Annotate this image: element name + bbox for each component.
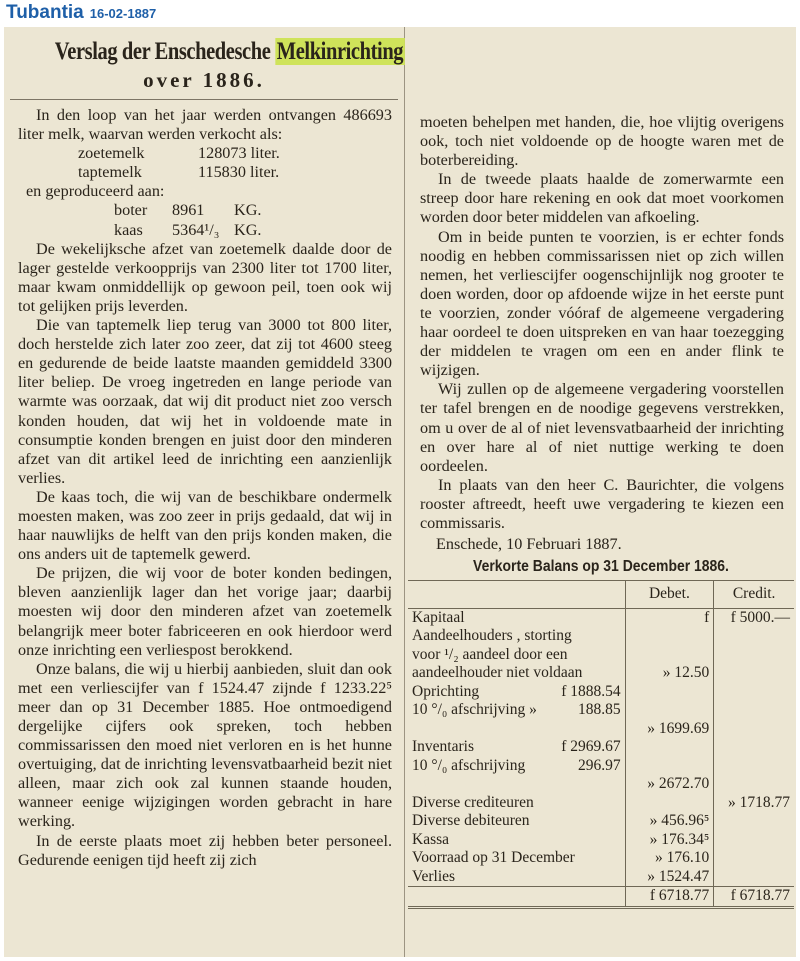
paragraph: Onze balans, die wij u hierbij aanbieden, sluit dan ook met een verliescijfer van f 1524.47 zijnde f 1233.22⁵ meer dan op 31 December 1885. Hoe ontmoedigend dergelijke cijfers ook spreken, toch hebben commissarissen den moed niet verloren en is het hunne overtuiging, dat de inrichting levensvatbaarheid bezit niet alleen, maar zich ook zal kunnen staande houden, wanneer eenige wijzigingen worden gebracht in hare werking. — [18, 659, 392, 831]
table-row — [408, 738, 794, 757]
paragraph: Die van taptemelk liep terug van 3000 tot 800 liter, doch herstelde zich later zoo zeer, dat zij tot 4600 steeg en gedurende de beide laatste maanden gemiddeld 3300 liter beliep. De vroeg ingetreden en lange periode van warmte was oorzaak, dat wij dit product niet zoo versch konden houden, dat wij het in voldoende mate in consumptie konden brengen en juist door den minderen afzet van dit artikel leed de inrichting een aanzienlijk verlies. — [18, 316, 392, 487]
balance-rows — [408, 608, 794, 887]
table-row — [408, 683, 794, 702]
row-label: Diverse debiteuren — [412, 812, 530, 830]
debet-cell: » 176.34⁵ — [625, 831, 714, 850]
credit-cell — [714, 720, 794, 739]
row-subvalue: 296.97 — [578, 756, 621, 774]
paragraph: De wekelijksche afzet van zoetemelk daalde door de lager gestelde verkoopprijs van 2300 liter tot 1700 liter, maar kwam onmiddellijk op gewoon peil, toen ook wij tot gelijken prijs leverden. — [18, 239, 392, 315]
row-label: voor ¹/₂ aandeel door een — [412, 645, 568, 663]
debet-cell — [625, 757, 714, 776]
right-body — [420, 113, 784, 533]
paragraph: In de tweede plaats haalde de zomerwarmte een streep door hare rekening en ook dat moet voorkomen worden door beter middelen van afkoeling. — [420, 170, 784, 227]
title-text: Verslag der Enschedesche — [54, 38, 271, 65]
row-label: Kapitaal — [412, 608, 465, 626]
source-header — [6, 2, 156, 26]
table-row — [408, 609, 794, 628]
credit-cell — [714, 868, 794, 887]
table-row — [408, 757, 794, 776]
debet-cell: » 1699.69 — [625, 720, 714, 739]
paragraph: In de eerste plaats moet zij hebben beter personeel. Gedurende eenigen tijd heeft zij zich — [18, 831, 392, 869]
paragraph: Wij zullen op de algemeene vergadering voorstellen ter tafel brengen en de noodige gegevens verstrekken, om u over de al of niet levensvatbaarheid der inrichting en over hare al of niet nuttige werking te doen oordeelen. — [420, 380, 784, 475]
table-row — [408, 664, 794, 683]
table-row — [408, 646, 794, 665]
row-label: Voorraad op 31 December — [412, 849, 575, 867]
list-item: kaas 5364¹/₃ KG. — [114, 220, 262, 239]
row-subvalue: 188.85 — [578, 701, 621, 719]
debet-cell: f — [625, 609, 714, 628]
table-row — [408, 868, 794, 887]
row-label: aandeelhouder niet voldaan — [412, 664, 583, 682]
credit-cell — [714, 812, 794, 831]
row-label: Verlies — [412, 867, 456, 885]
row-subvalue: f 1888.54 — [561, 682, 621, 700]
balance-title: Verkorte Balans op 31 December 1886. — [473, 558, 729, 576]
debet-header: Debet. — [625, 581, 714, 609]
credit-cell — [714, 775, 794, 794]
publication-date: 16-02-1887 — [89, 6, 157, 21]
balance-table — [408, 580, 794, 909]
newspaper-clipping — [4, 27, 796, 957]
debet-cell: » 2672.70 — [625, 775, 714, 794]
paragraph: De kaas toch, die wij van de beschikbare ondermelk moesten maken, was zoo zeer in prijs gedaald, dat wij in haar nauwlijks de helft van den prijs konden maken, die ons anders uit de taptemelk gewerd. — [18, 487, 392, 564]
row-label: 10 °/₀ afschrijving » — [412, 701, 537, 719]
row-label: 10 °/₀ afschrijving — [412, 756, 526, 774]
article-subtitle: over 1886. — [143, 68, 265, 92]
sold-list — [78, 144, 392, 182]
credit-cell — [714, 627, 794, 646]
list-item: zoetemelk 128073 liter. — [78, 144, 280, 163]
debet-cell — [625, 794, 714, 813]
produced-label: en geproduceerd aan: — [26, 182, 165, 201]
paragraph: In plaats van den heer C. Baurichter, die volgens rooster aftreedt, heeft uwe vergadering te kiezen een commissaris. — [420, 475, 784, 532]
credit-cell — [714, 831, 794, 850]
credit-cell — [714, 738, 794, 757]
row-label: Oprichting — [412, 682, 480, 700]
debet-total: f 6718.77 — [625, 887, 714, 908]
credit-cell — [714, 757, 794, 776]
credit-cell: f 5000.— — [714, 609, 794, 628]
row-subvalue: f 2969.67 — [561, 738, 621, 756]
totals-row — [408, 887, 794, 908]
article-title — [22, 37, 404, 93]
table-row — [408, 849, 794, 868]
debet-cell — [625, 701, 714, 720]
table-row — [408, 701, 794, 720]
debet-cell: » 1524.47 — [625, 868, 714, 887]
debet-cell: » 12.50 — [625, 664, 714, 683]
table-row — [408, 775, 794, 794]
left-body — [18, 106, 392, 870]
row-label: Aandeelhouders , storting — [412, 627, 572, 645]
right-column — [406, 27, 796, 957]
credit-cell — [714, 701, 794, 720]
debet-cell — [625, 627, 714, 646]
list-item: taptemelk 115830 liter. — [78, 163, 280, 182]
divider — [10, 99, 398, 100]
credit-cell — [714, 849, 794, 868]
credit-cell — [714, 646, 794, 665]
table-row — [408, 627, 794, 646]
debet-cell — [625, 646, 714, 665]
debet-cell: » 176.10 — [625, 849, 714, 868]
paragraph: Om in beide punten te voorzien, is er echter fonds noodig en hebben commissarissen niet op zich willen nemen, het verliescijfer oogenschijnlijk nog grooter te doen worden, door op afdoende wijze in het eerste punt te voorzien, zonder vóóraf de algemeene vergadering haar oordeel te doen uitspreken en van haar toezegging der middelen te vragen om een en ander flink te wijzigen. — [420, 227, 784, 380]
intro-paragraph: In den loop van het jaar werden ontvangen 486693 liter melk, waarvan werden verkocht als: — [18, 106, 392, 144]
row-label: Diverse crediteuren — [412, 793, 534, 811]
debet-cell — [625, 738, 714, 757]
debet-cell — [625, 683, 714, 702]
left-column — [4, 27, 405, 957]
paragraph: De prijzen, die wij voor de boter konden bedingen, bleven aanzienlijk lager dan het vorige jaar; daarbij moesten wij door den minderen afzet van zoetemelk belangrijk meer boter fabriceeren en ook hierdoor werd onze inrichting een verliespost berokkend. — [18, 564, 392, 659]
row-label: Kassa — [412, 830, 450, 848]
debet-cell: » 456.96⁵ — [625, 812, 714, 831]
newspaper-name: Tubantia — [6, 2, 84, 23]
table-row — [408, 831, 794, 850]
table-row — [408, 812, 794, 831]
credit-cell — [714, 664, 794, 683]
table-row — [408, 794, 794, 813]
produced-list — [114, 201, 392, 239]
signature: Enschede, 10 Februari 1887. — [436, 535, 622, 554]
title-highlight: Melkinrichting — [276, 38, 404, 65]
credit-cell: » 1718.77 — [714, 794, 794, 813]
list-item: boter 8961 KG. — [114, 201, 262, 220]
row-label: Inventaris — [412, 738, 474, 756]
table-row — [408, 720, 794, 739]
credit-total: f 6718.77 — [714, 887, 794, 908]
table-header — [408, 581, 794, 609]
credit-header: Credit. — [714, 581, 794, 609]
paragraph: moeten behelpen met handen, die, hoe vlijtig overigens ook, toch niet voldoende op de hoogte waren met de boterbereiding. — [420, 113, 784, 170]
credit-cell — [714, 683, 794, 702]
